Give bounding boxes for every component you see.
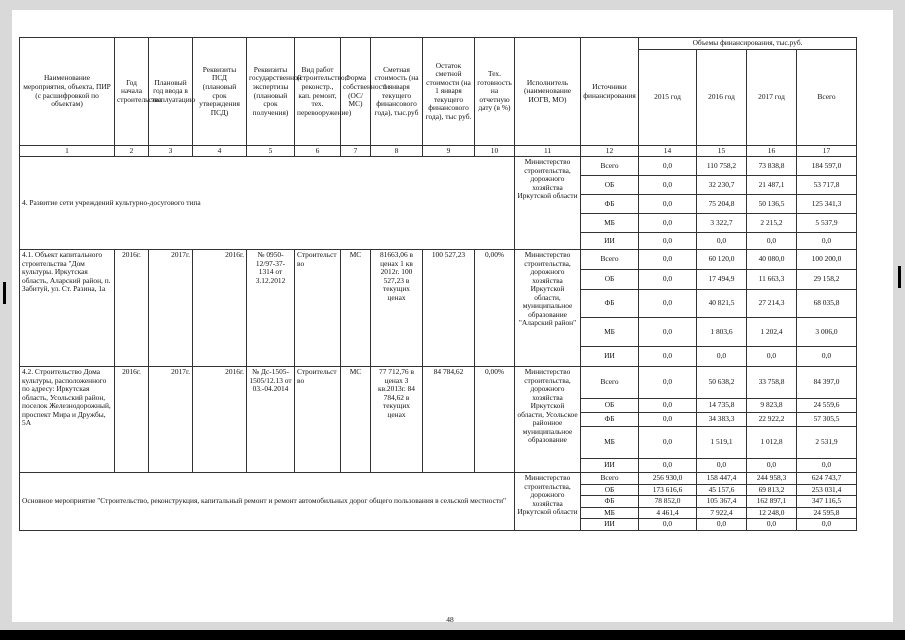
object-4-1-executor: Министерство строительства, дорожного хозяйства Иркутской области, муниципальное образование "Аларский район": [515, 250, 581, 367]
value-2017: 21 487,1: [747, 176, 797, 195]
value-2015: 0,0: [639, 367, 697, 399]
value-2015: 0,0: [639, 413, 697, 427]
source-cell: Всего: [581, 473, 639, 485]
column-number: 15: [697, 146, 747, 157]
financing-table: [19, 37, 857, 531]
value-2015: 0,0: [639, 290, 697, 318]
object-4-2-executor: Министерство строительства, дорожного хозяйства Иркутской области, Усольское районное муниципальное образование: [515, 367, 581, 473]
value-2015: 78 852,0: [639, 496, 697, 508]
source-cell: МБ: [581, 427, 639, 459]
column-number: 12: [581, 146, 639, 157]
column-number: 3: [149, 146, 193, 157]
value-2016: 0,0: [697, 459, 747, 473]
value-2017: 0,0: [747, 347, 797, 367]
object-4-2-start-year: 2016г.: [115, 367, 149, 473]
source-cell: ИИ: [581, 233, 639, 250]
value-total: 24 595,8: [797, 507, 857, 519]
column-number: 16: [747, 146, 797, 157]
value-total: 624 743,7: [797, 473, 857, 485]
source-cell: Всего: [581, 157, 639, 176]
main-event-executor: Министерство строительства, дорожного хозяйства Иркутской области: [515, 473, 581, 531]
value-2016: 0,0: [697, 233, 747, 250]
object-4-1-start-year: 2016г.: [115, 250, 149, 367]
object-4-2-remaining-cost: 84 784,62: [423, 367, 475, 473]
value-2016: 3 322,7: [697, 214, 747, 233]
header-work-type: Вид работ (строительство, реконстр., кап. ремонт, тех. перевооружение): [295, 38, 341, 146]
value-total: 0,0: [797, 347, 857, 367]
value-total: 0,0: [797, 459, 857, 473]
column-number: 7: [341, 146, 371, 157]
header-estimated-cost: Сметная стоимость (на 1 января текущего финансового года), тыс.руб: [371, 38, 423, 146]
column-number: 1: [20, 146, 115, 157]
source-cell: ФБ: [581, 496, 639, 508]
value-2017: 73 838,8: [747, 157, 797, 176]
value-2015: 0,0: [639, 176, 697, 195]
object-4-2-psd: 2016г.: [193, 367, 247, 473]
object-4-2-readiness: 0,00%: [475, 367, 515, 473]
value-2016: 1 519,1: [697, 427, 747, 459]
source-cell: ФБ: [581, 413, 639, 427]
header-volumes: Объемы финансирования, тыс.руб.: [639, 38, 857, 50]
column-number: 5: [247, 146, 295, 157]
value-2017: 1 202,4: [747, 318, 797, 347]
value-2015: 0,0: [639, 157, 697, 176]
object-4-1-psd: 2016г.: [193, 250, 247, 367]
value-2015: 0,0: [639, 459, 697, 473]
value-2017: 0,0: [747, 459, 797, 473]
value-2016: 60 120,0: [697, 250, 747, 270]
value-2016: 75 204,8: [697, 195, 747, 214]
section-4-executor: Министерство строительства, дорожного хозяйства Иркутской области: [515, 157, 581, 250]
source-cell: ФБ: [581, 195, 639, 214]
scan-edge-left: [3, 282, 6, 304]
value-2016: 45 157,6: [697, 484, 747, 496]
value-total: 0,0: [797, 233, 857, 250]
value-2017: 27 214,3: [747, 290, 797, 318]
object-4-2-ownership: МС: [341, 367, 371, 473]
source-cell: ОБ: [581, 270, 639, 290]
object-4-1-expertise: № 0950-12/97-37-1314 от 3.12.2012: [247, 250, 295, 367]
header-year-2016: 2016 год: [697, 50, 747, 146]
value-2015: 4 461,4: [639, 507, 697, 519]
value-total: 125 341,3: [797, 195, 857, 214]
header-name: Наименование мероприятия, объекта, ПИР (с расшифровкой по объектам): [20, 38, 115, 146]
object-4-1-name: 4.1. Объект капитального строительства "Дом культуры. Иркутская область, Аларский район, п. Забитуй, ул. Ст. Разина, 1а: [20, 250, 115, 367]
source-cell: Всего: [581, 367, 639, 399]
column-number: 4: [193, 146, 247, 157]
column-number: 11: [515, 146, 581, 157]
object-4-1-estimated-cost: 81663,06 в ценах 1 кв 2012г. 100 527,23 в текущих ценах: [371, 250, 423, 367]
object-4-2-planned-year: 2017г.: [149, 367, 193, 473]
value-2015: 0,0: [639, 270, 697, 290]
value-total: 253 031,4: [797, 484, 857, 496]
value-total: 3 006,0: [797, 318, 857, 347]
header-expertise-details: Реквизиты государственной экспертизы (плановый срок получения): [247, 38, 295, 146]
value-total: 347 116,5: [797, 496, 857, 508]
source-cell: ОБ: [581, 484, 639, 496]
value-total: 2 531,9: [797, 427, 857, 459]
value-2017: 162 897,1: [747, 496, 797, 508]
scan-edge-right: [898, 266, 901, 288]
header-start-year: Год начала строительства: [115, 38, 149, 146]
source-cell: МБ: [581, 318, 639, 347]
value-2015: 0,0: [639, 399, 697, 413]
value-2015: 0,0: [639, 318, 697, 347]
column-number: 17: [797, 146, 857, 157]
value-2016: 17 494,9: [697, 270, 747, 290]
value-total: 29 158,2: [797, 270, 857, 290]
value-total: 84 397,0: [797, 367, 857, 399]
object-4-1-remaining-cost: 100 527,23: [423, 250, 475, 367]
value-2015: 0,0: [639, 195, 697, 214]
header-year-2015: 2015 год: [639, 50, 697, 146]
value-2016: 7 922,4: [697, 507, 747, 519]
value-total: 53 717,8: [797, 176, 857, 195]
value-2016: 1 803,6: [697, 318, 747, 347]
header-planned-year: Плановый год ввода в эксплуатацию: [149, 38, 193, 146]
value-total: 5 537,9: [797, 214, 857, 233]
value-2016: 32 230,7: [697, 176, 747, 195]
value-2015: 0,0: [639, 347, 697, 367]
value-2016: 0,0: [697, 519, 747, 531]
source-cell: ИИ: [581, 519, 639, 531]
object-4-2-work-type: Строительство: [295, 367, 341, 473]
header-remaining-cost: Остаток сметной стоимости (на 1 января текущего финансового года), тыс руб.: [423, 38, 475, 146]
scan-edge-bottom: [0, 630, 905, 640]
header-executor: Исполнитель (наименование ИОГВ, МО): [515, 38, 581, 146]
column-number: 14: [639, 146, 697, 157]
object-4-1-ownership: МС: [341, 250, 371, 367]
value-2016: 158 447,4: [697, 473, 747, 485]
value-2016: 40 821,5: [697, 290, 747, 318]
object-4-1-planned-year: 2017г.: [149, 250, 193, 367]
value-2017: 12 248,0: [747, 507, 797, 519]
value-2015: 0,0: [639, 427, 697, 459]
value-total: 0,0: [797, 519, 857, 531]
value-2015: 173 616,6: [639, 484, 697, 496]
value-2017: 2 215,2: [747, 214, 797, 233]
source-cell: МБ: [581, 507, 639, 519]
value-2015: 0,0: [639, 250, 697, 270]
header-year-2017: 2017 год: [747, 50, 797, 146]
value-2017: 1 012,8: [747, 427, 797, 459]
source-cell: Всего: [581, 250, 639, 270]
value-2015: 0,0: [639, 519, 697, 531]
value-total: 100 200,0: [797, 250, 857, 270]
value-2016: 50 638,2: [697, 367, 747, 399]
value-2017: 11 663,3: [747, 270, 797, 290]
main-event-title: Основное мероприятие "Строительство, реконструкция, капитальный ремонт и ремонт автомобильных дорог общего пользования в сельской местности": [20, 473, 515, 531]
object-4-2-expertise: № Дс-1505-1505/12.13 от 03.-04.2014: [247, 367, 295, 473]
column-number: 6: [295, 146, 341, 157]
value-2017: 50 136,5: [747, 195, 797, 214]
column-number: 8: [371, 146, 423, 157]
section-4-title: 4. Развитие сети учреждений культурно-досугового типа: [20, 157, 515, 250]
value-2016: 14 735,8: [697, 399, 747, 413]
value-total: 57 305,5: [797, 413, 857, 427]
column-number: 10: [475, 146, 515, 157]
object-4-1-readiness: 0,00%: [475, 250, 515, 367]
value-2015: 0,0: [639, 233, 697, 250]
value-2017: 0,0: [747, 233, 797, 250]
value-2017: 244 958,3: [747, 473, 797, 485]
source-cell: ФБ: [581, 290, 639, 318]
value-2016: 34 383,3: [697, 413, 747, 427]
value-2016: 0,0: [697, 347, 747, 367]
object-4-2-estimated-cost: 77 712,76 в ценах 3 кв.2013г. 84 784,62 в текущих ценах: [371, 367, 423, 473]
value-2016: 105 367,4: [697, 496, 747, 508]
header-sources: Источники финансирования: [581, 38, 639, 146]
value-2017: 0,0: [747, 519, 797, 531]
header-total: Всего: [797, 50, 857, 146]
column-number: 2: [115, 146, 149, 157]
header-psd-details: Реквизиты ПСД (плановый срок утверждения ПСД): [193, 38, 247, 146]
value-2017: 33 758,8: [747, 367, 797, 399]
value-total: 24 559,6: [797, 399, 857, 413]
source-cell: ИИ: [581, 347, 639, 367]
object-4-2-name: 4.2. Строительство Дома культуры, расположенного по адресу: Иркутская область, Усольский район, поселок Железнодорожный, проспект Мира и Дружбы, 5А: [20, 367, 115, 473]
page-number: 48: [446, 615, 454, 624]
value-total: 184 597,0: [797, 157, 857, 176]
value-2017: 40 080,0: [747, 250, 797, 270]
value-2017: 69 813,2: [747, 484, 797, 496]
source-cell: ОБ: [581, 176, 639, 195]
source-cell: ОБ: [581, 399, 639, 413]
value-2015: 0,0: [639, 214, 697, 233]
source-cell: ИИ: [581, 459, 639, 473]
value-2017: 22 922,2: [747, 413, 797, 427]
value-2017: 9 823,8: [747, 399, 797, 413]
source-cell: МБ: [581, 214, 639, 233]
header-ownership: Форма собственности (ОС/МС): [341, 38, 371, 146]
value-2016: 110 758,2: [697, 157, 747, 176]
value-2015: 256 930,0: [639, 473, 697, 485]
object-4-1-work-type: Строительство: [295, 250, 341, 367]
header-readiness: Тех. готовность на отчетную дату (в %): [475, 38, 515, 146]
column-number: 9: [423, 146, 475, 157]
value-total: 68 035,8: [797, 290, 857, 318]
